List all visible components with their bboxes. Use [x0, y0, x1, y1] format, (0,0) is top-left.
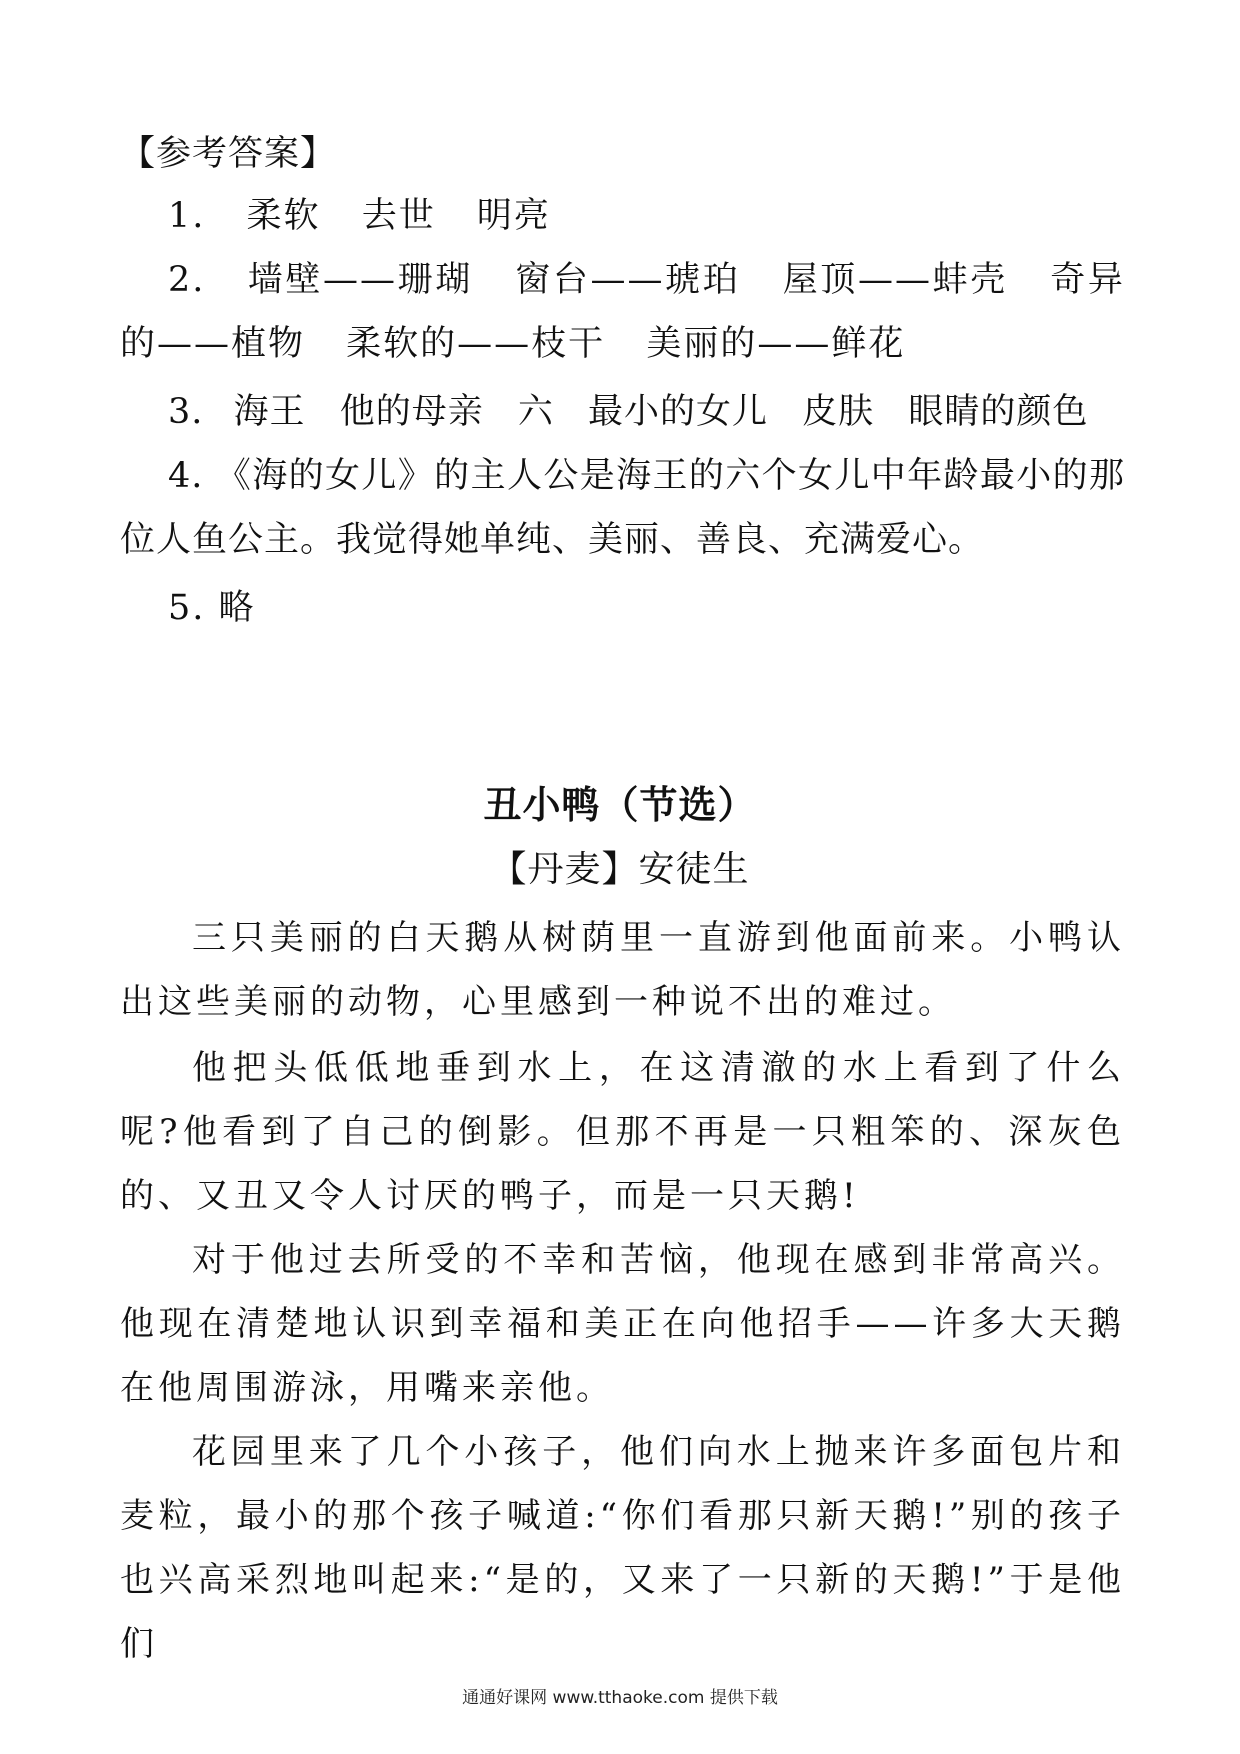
answer-number: 1.: [168, 196, 206, 236]
answer-item-3: [120, 380, 1125, 444]
answer-item-1: [120, 184, 1125, 248]
answer-part: 柔软: [246, 196, 321, 236]
answer-part: 明亮: [476, 196, 551, 236]
answer-number: 2.: [168, 260, 206, 300]
answer-part: 墙壁——珊瑚: [247, 260, 473, 300]
answer-part: 最小的女儿: [588, 392, 769, 432]
answer-part: 海王: [233, 392, 306, 432]
story-author: 【丹麦】安徒生: [490, 849, 750, 890]
story-paragraph-2: 他把头低低地垂到水上，在这清澈的水上看到了什么呢?他看到了自己的倒影。但那不再是一只粗笨的、深灰色的、又丑又令人讨厌的鸭子，而是一只天鹅!: [120, 1048, 1125, 1216]
answer-heading: 【参考答案】: [120, 134, 337, 174]
answer-part: 他的母亲: [339, 392, 484, 432]
answer-part: 柔软的——枝干: [346, 324, 606, 364]
story-paragraph-3: 对于他过去所受的不幸和苦恼，他现在感到非常高兴。他现在清楚地认识到幸福和美正在向他招手——许多大天鹅在他周围游泳，用嘴来亲他。: [120, 1240, 1125, 1408]
answer-part: 美丽的——鲜花: [646, 324, 906, 364]
answer-number: 4.: [168, 456, 204, 496]
answer-part: 六: [517, 392, 554, 432]
story-title: 丑小鸭（节选）: [483, 782, 757, 827]
answer-item-4: [120, 444, 1125, 572]
story-paragraph-1: 三只美丽的白天鹅从树荫里一直游到他面前来。小鸭认出这些美丽的动物，心里感到一种说不出的难过。: [120, 918, 1125, 1022]
answer-text: 略: [218, 588, 256, 628]
answer-text: 《海的女儿》的主人公是海王的六个女儿中年龄最小的那位人鱼公主。我觉得她单纯、美丽、善良、充满爱心。: [120, 456, 1125, 560]
story-paragraph-4: 花园里来了几个小孩子，他们向水上抛来许多面包片和麦粒，最小的那个孩子喊道:“你们看那只新天鹅!”别的孩子也兴高采烈地叫起来:“是的，又来了一只新的天鹅!”于是他们: [120, 1432, 1125, 1664]
answer-part: 奇异的——植物: [120, 260, 1125, 364]
answer-number: 5.: [168, 588, 206, 628]
answer-item-5: [120, 576, 1125, 640]
page-footer: 通通好课网 www.tthaoke.com 提供下载: [462, 1688, 778, 1708]
answer-number: 3.: [168, 392, 204, 432]
answer-part: 皮肤: [802, 392, 875, 432]
answer-part: 眼睛的颜色: [908, 392, 1089, 432]
answer-part: 屋顶——蚌壳: [782, 260, 1008, 300]
answer-part: 去世: [361, 196, 436, 236]
answer-item-2: [120, 248, 1125, 376]
answer-part: 窗台——琥珀: [514, 260, 741, 300]
